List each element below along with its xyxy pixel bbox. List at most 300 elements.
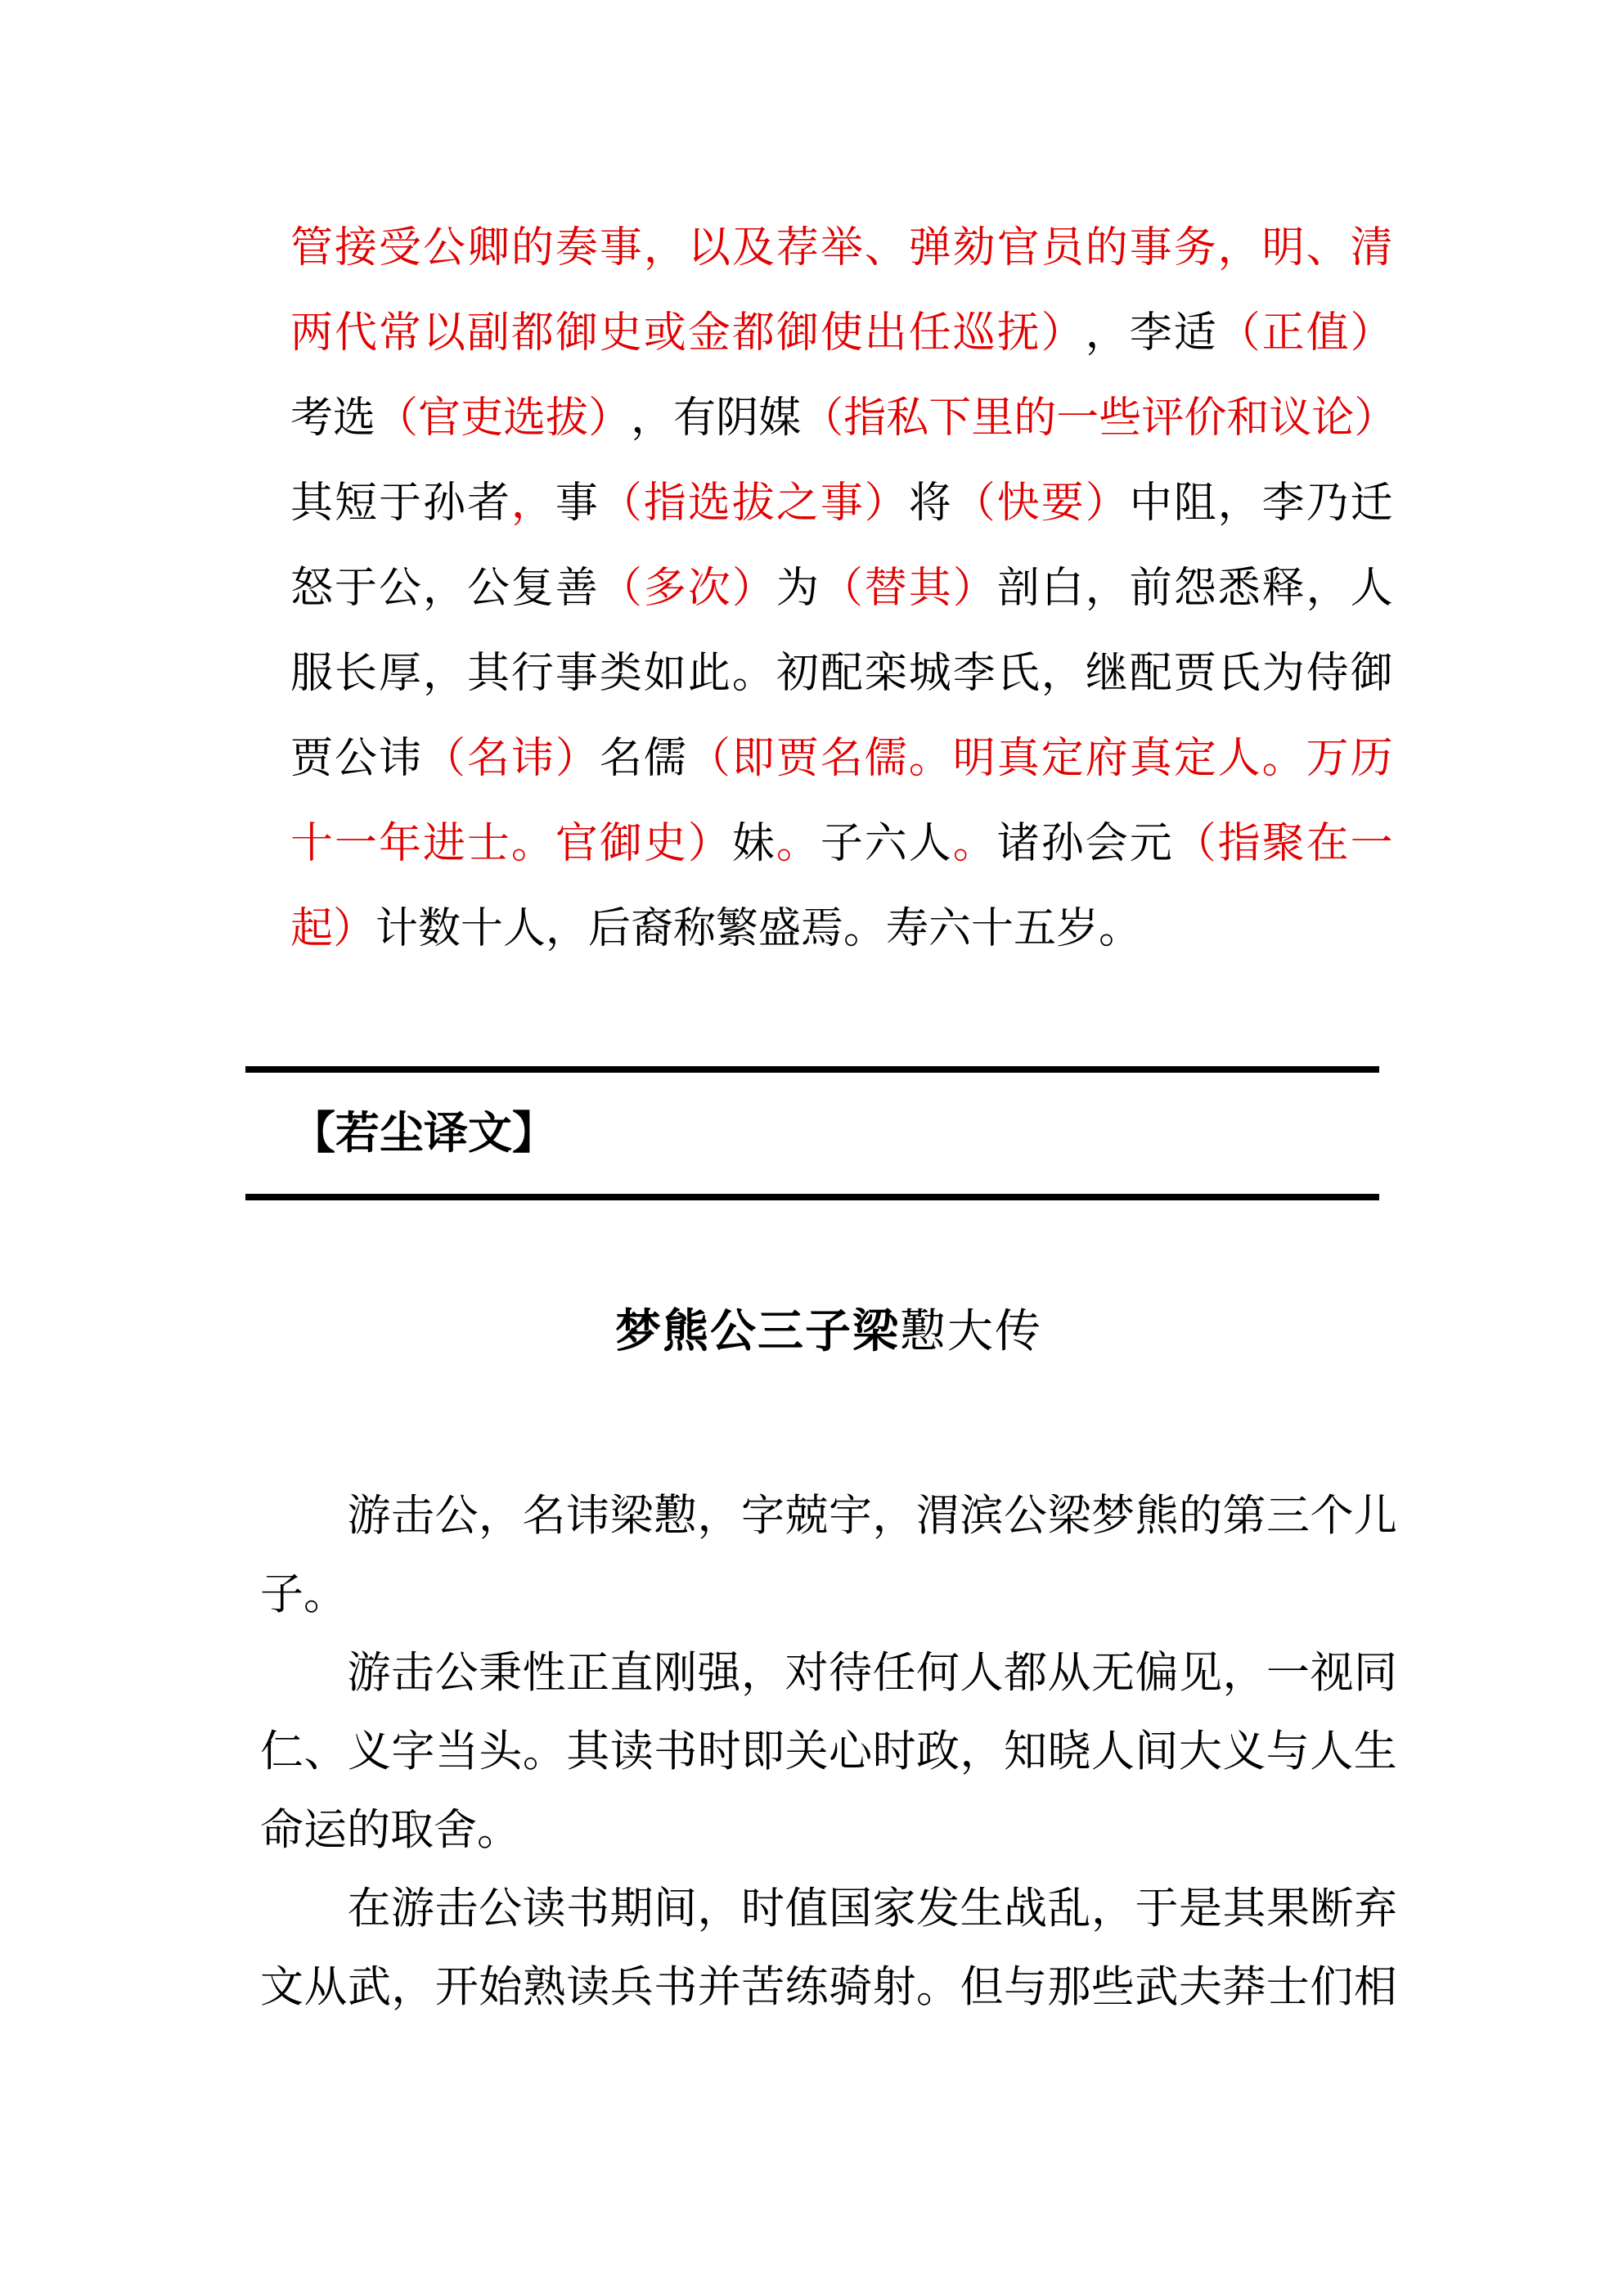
main-text: 强 bbox=[697, 1650, 741, 1697]
annotation-text: 正 bbox=[1261, 310, 1305, 357]
main-text: ， bbox=[1091, 1885, 1135, 1933]
main-text: 性 bbox=[522, 1650, 566, 1697]
annotation-text: 里 bbox=[971, 395, 1014, 442]
annotation-text: ， bbox=[1217, 225, 1261, 272]
annotation-text: ） bbox=[1085, 480, 1128, 527]
main-text: 时 bbox=[697, 1728, 741, 1776]
text-line bbox=[260, 1870, 1397, 1948]
main-text: 读 bbox=[522, 1885, 566, 1933]
annotation-text: 。 bbox=[776, 821, 819, 867]
annotation-text: 一 bbox=[1350, 821, 1393, 867]
main-text: 字 bbox=[741, 1492, 785, 1540]
annotation-text: 。 bbox=[908, 736, 951, 782]
main-text: 始 bbox=[479, 1964, 523, 2011]
main-text: 如 bbox=[643, 651, 686, 697]
annotation-text: 吏 bbox=[461, 395, 504, 442]
annotation-text: 人 bbox=[1217, 736, 1261, 782]
annotation-text: 金 bbox=[687, 310, 731, 357]
main-text: 讳 bbox=[566, 1492, 609, 1540]
main-text: 李 bbox=[1129, 310, 1172, 357]
annotation-text: 在 bbox=[1306, 821, 1349, 867]
annotation-text: 儒 bbox=[864, 736, 907, 782]
text-line bbox=[290, 717, 1393, 802]
main-text: 为 bbox=[776, 565, 819, 612]
main-text: 生 bbox=[960, 1885, 1004, 1933]
text-line bbox=[290, 206, 1393, 291]
main-text: 妹 bbox=[731, 821, 775, 867]
main-text: 其 bbox=[290, 480, 334, 527]
main-text: 六 bbox=[864, 821, 907, 867]
main-text: 公 bbox=[434, 1650, 479, 1697]
main-text: ， bbox=[422, 651, 465, 697]
annotation-text: ） bbox=[731, 565, 775, 612]
annotation-text: 明 bbox=[952, 736, 996, 782]
main-text: 阻 bbox=[1173, 480, 1216, 527]
main-text: 阴 bbox=[716, 395, 759, 442]
main-text: ， bbox=[1041, 651, 1084, 697]
main-text: 此 bbox=[687, 651, 731, 697]
first-line-indent bbox=[260, 1908, 347, 1910]
annotation-text: 以 bbox=[422, 310, 465, 357]
annotation-text: 以 bbox=[687, 225, 731, 272]
main-text: 值 bbox=[785, 1885, 829, 1933]
main-text: 于 bbox=[334, 565, 377, 612]
annotation-text: 值 bbox=[1306, 310, 1349, 357]
main-text: 心 bbox=[829, 1728, 873, 1776]
annotation-text: 十 bbox=[290, 821, 334, 867]
annotation-text: 卿 bbox=[466, 225, 510, 272]
main-text: 会 bbox=[1085, 821, 1128, 867]
main-text: 栾 bbox=[864, 651, 907, 697]
annotation-text: 名 bbox=[466, 736, 510, 782]
main-text: 公 bbox=[1004, 1492, 1047, 1540]
annotation-text: （ bbox=[1173, 821, 1216, 867]
main-text: 善 bbox=[555, 565, 598, 612]
text-line bbox=[260, 1948, 1397, 2027]
main-text: 子 bbox=[820, 821, 863, 867]
main-text: 从 bbox=[303, 1964, 348, 2011]
main-text: 公 bbox=[334, 736, 377, 782]
main-text: 义 bbox=[1222, 1728, 1266, 1776]
main-text: 配 bbox=[820, 651, 863, 697]
main-text: 同 bbox=[1354, 1650, 1397, 1697]
annotation-text: ， bbox=[510, 480, 554, 527]
main-text: 诸 bbox=[996, 821, 1040, 867]
main-text: 游 bbox=[391, 1885, 434, 1933]
main-text: 读 bbox=[566, 1964, 610, 2011]
annotation-text: 、 bbox=[1306, 225, 1349, 272]
main-text: 释 bbox=[1261, 565, 1305, 612]
main-text: 政 bbox=[916, 1728, 960, 1776]
main-text: 正 bbox=[566, 1650, 609, 1697]
main-text: 骑 bbox=[829, 1964, 873, 2011]
text-line bbox=[260, 1290, 1397, 1375]
main-text: 练 bbox=[785, 1964, 829, 2011]
main-text: 读 bbox=[609, 1728, 654, 1776]
main-text: ， bbox=[960, 1728, 1004, 1776]
main-text: 宇 bbox=[829, 1492, 872, 1540]
annotation-text: 弹 bbox=[908, 225, 951, 272]
annotation-text: 论 bbox=[1311, 395, 1355, 442]
main-text: 大 bbox=[1178, 1728, 1222, 1776]
annotation-text: 讳 bbox=[510, 736, 554, 782]
main-text: 莽 bbox=[1222, 1964, 1266, 2011]
annotation-text: ） bbox=[864, 480, 907, 527]
annotation-text: 评 bbox=[1141, 395, 1185, 442]
annotation-text: 出 bbox=[864, 310, 907, 357]
main-text: 的 bbox=[1179, 1492, 1222, 1540]
main-text: 氏 bbox=[996, 651, 1040, 697]
main-text: 生 bbox=[1353, 1728, 1397, 1776]
text-line bbox=[290, 461, 1393, 547]
main-text: 是 bbox=[1179, 1885, 1222, 1933]
main-text: 发 bbox=[916, 1885, 960, 1933]
main-text: 其 bbox=[466, 651, 510, 697]
main-text: ， bbox=[697, 1492, 741, 1540]
main-text: 当 bbox=[434, 1728, 479, 1776]
annotation-text: ） bbox=[588, 395, 632, 442]
annotation-text: 的 bbox=[1014, 395, 1057, 442]
text-line bbox=[260, 1477, 1397, 1555]
main-text: 梦 bbox=[1091, 1492, 1135, 1540]
main-text: 孙 bbox=[422, 480, 465, 527]
annotation-text: 快 bbox=[996, 480, 1040, 527]
annotation-text: 些 bbox=[1099, 395, 1142, 442]
annotation-text: 定 bbox=[1041, 736, 1084, 782]
main-text: 人 bbox=[1090, 1728, 1135, 1776]
main-text: 视 bbox=[1310, 1650, 1354, 1697]
main-text: 。 bbox=[916, 1964, 960, 2011]
main-text: 元 bbox=[1129, 821, 1172, 867]
main-text: 短 bbox=[334, 480, 377, 527]
main-text: 人 bbox=[1350, 565, 1393, 612]
main-text: 公 bbox=[479, 1885, 522, 1933]
main-text: 义 bbox=[347, 1728, 391, 1776]
annotation-text: 劾 bbox=[952, 225, 996, 272]
main-text: 苦 bbox=[741, 1964, 785, 2011]
annotation-text: 。 bbox=[510, 821, 554, 867]
main-text: 行 bbox=[510, 651, 554, 697]
divider-line-bottom bbox=[245, 1194, 1379, 1200]
main-text: 武 bbox=[347, 1964, 391, 2011]
main-text: 渭 bbox=[916, 1492, 960, 1540]
main-text: 见 bbox=[1179, 1650, 1222, 1697]
main-text: 计数十人，后裔称繁盛焉。寿六十五岁。 bbox=[375, 906, 1142, 952]
annotation-text: 选 bbox=[503, 395, 546, 442]
divider-line-top bbox=[245, 1066, 1379, 1073]
main-text: 书 bbox=[566, 1885, 609, 1933]
main-text: 于 bbox=[378, 480, 421, 527]
annotation-text: 私 bbox=[886, 395, 929, 442]
main-text: 兢 bbox=[785, 1492, 829, 1540]
main-text: 夫 bbox=[1178, 1964, 1222, 2011]
annotation-text: 选 bbox=[687, 480, 731, 527]
main-text: 士 bbox=[1266, 1964, 1310, 2011]
main-text: 前 bbox=[1129, 565, 1172, 612]
annotation-text: 御 bbox=[555, 310, 598, 357]
main-text: 并 bbox=[697, 1964, 741, 2011]
main-text: 儿 bbox=[1354, 1492, 1397, 1540]
main-text: 怨 bbox=[1173, 565, 1216, 612]
main-text: 孙 bbox=[1041, 821, 1084, 867]
annotation-text: 。 bbox=[952, 821, 996, 867]
main-text: 。 bbox=[522, 1728, 566, 1776]
main-text: 媒 bbox=[758, 395, 802, 442]
main-text: ， bbox=[1306, 565, 1349, 612]
main-text: 三 bbox=[1266, 1492, 1310, 1540]
main-text: 事 bbox=[555, 651, 598, 697]
annotation-text: 任 bbox=[908, 310, 951, 357]
annotation-text: 、 bbox=[864, 225, 907, 272]
annotation-text: 公 bbox=[422, 225, 465, 272]
annotation-text: （ bbox=[801, 395, 844, 442]
main-text: ， bbox=[631, 395, 674, 442]
annotation-text: （ bbox=[952, 480, 996, 527]
main-text: 武 bbox=[1135, 1964, 1179, 2011]
main-text: 悉 bbox=[1217, 565, 1261, 612]
main-text: 白 bbox=[1041, 565, 1084, 612]
main-text: 知 bbox=[1003, 1728, 1047, 1776]
annotation-text: 清 bbox=[1350, 225, 1393, 272]
annotation-text: 指 bbox=[843, 395, 887, 442]
main-text: 讳 bbox=[378, 736, 421, 782]
main-text: 游 bbox=[347, 1650, 391, 1697]
main-text: 从 bbox=[1047, 1650, 1091, 1697]
main-text: 书 bbox=[654, 1728, 698, 1776]
main-text: 间 bbox=[654, 1885, 697, 1933]
annotation-text: 聚 bbox=[1261, 821, 1305, 867]
main-text: 那 bbox=[1047, 1964, 1091, 2011]
main-text: 人 bbox=[908, 821, 951, 867]
main-text: 战 bbox=[1004, 1885, 1047, 1933]
first-line-indent bbox=[260, 1672, 347, 1674]
annotation-text: 名 bbox=[820, 736, 863, 782]
main-text: 何 bbox=[916, 1650, 960, 1697]
main-text: 怒 bbox=[290, 565, 334, 612]
main-text: 御 bbox=[1350, 651, 1393, 697]
main-text: 梁 bbox=[609, 1492, 654, 1540]
main-text: 梦熊公三子梁 bbox=[615, 1307, 900, 1357]
main-text: ， bbox=[422, 565, 465, 612]
biography-title bbox=[260, 1290, 1397, 1375]
annotation-text: 御 bbox=[776, 310, 819, 357]
main-text: 游 bbox=[347, 1492, 391, 1540]
annotation-text: 起） bbox=[290, 906, 376, 952]
annotation-text: 真 bbox=[1129, 736, 1172, 782]
annotation-text: 其 bbox=[908, 565, 951, 612]
text-line bbox=[290, 887, 1393, 972]
annotation-text: 下 bbox=[928, 395, 972, 442]
main-text: 与 bbox=[1003, 1964, 1047, 2011]
annotation-text: 之 bbox=[776, 480, 819, 527]
annotation-text: 真 bbox=[996, 736, 1040, 782]
translation-body-section bbox=[260, 1477, 1397, 2027]
annotation-text: 或 bbox=[643, 310, 686, 357]
annotation-text: 使 bbox=[820, 310, 863, 357]
main-text: 断 bbox=[1310, 1885, 1354, 1933]
main-text: 乱 bbox=[1047, 1885, 1091, 1933]
annotation-text: 万 bbox=[1306, 736, 1349, 782]
main-text: 李 bbox=[952, 651, 996, 697]
annotation-text: ） bbox=[952, 565, 996, 612]
annotation-text: 举 bbox=[820, 225, 863, 272]
main-text: 于 bbox=[1135, 1885, 1179, 1933]
annotation-text: 年 bbox=[378, 821, 421, 867]
main-text: 剖 bbox=[996, 565, 1040, 612]
main-text: 考 bbox=[290, 395, 334, 442]
main-text: 果 bbox=[1266, 1885, 1310, 1933]
annotation-text: 贾 bbox=[776, 736, 819, 782]
main-text: 继 bbox=[1085, 651, 1128, 697]
main-text: 即 bbox=[741, 1728, 785, 1776]
main-text: 乃 bbox=[1306, 480, 1349, 527]
main-text: 但 bbox=[960, 1964, 1004, 2011]
main-text: 人 bbox=[1310, 1728, 1354, 1776]
main-text: 命运的取舍。 bbox=[260, 1807, 520, 1854]
main-text: 服 bbox=[290, 651, 334, 697]
annotation-text: 即 bbox=[731, 736, 775, 782]
main-text: 复 bbox=[510, 565, 554, 612]
main-text: 、 bbox=[303, 1728, 348, 1776]
main-text: 头 bbox=[479, 1728, 523, 1776]
main-text: 仁 bbox=[260, 1728, 303, 1776]
annotation-text: 史 bbox=[643, 821, 686, 867]
main-text: 贾 bbox=[1173, 651, 1216, 697]
main-text: 晓 bbox=[1047, 1728, 1091, 1776]
main-text: 选 bbox=[333, 395, 376, 442]
text-line bbox=[290, 547, 1393, 632]
main-text: 名 bbox=[522, 1492, 566, 1540]
main-text: 初 bbox=[776, 651, 819, 697]
annotation-text: 员 bbox=[1041, 225, 1084, 272]
annotation-text: 代 bbox=[334, 310, 377, 357]
text-line bbox=[260, 1555, 1397, 1634]
main-text: 与 bbox=[1266, 1728, 1310, 1776]
annotation-text: （ bbox=[422, 736, 465, 782]
main-text: 熟 bbox=[522, 1964, 566, 2011]
main-text: 开 bbox=[434, 1964, 479, 2011]
annotation-text: ） bbox=[1350, 310, 1393, 357]
annotation-text: 。 bbox=[1261, 736, 1305, 782]
annotation-text: 的 bbox=[1085, 225, 1128, 272]
annotation-text: （ bbox=[820, 565, 863, 612]
main-text: 偏 bbox=[1135, 1650, 1179, 1697]
main-text: 滨 bbox=[960, 1492, 1004, 1540]
main-text: 者 bbox=[466, 480, 510, 527]
main-text: 儒 bbox=[643, 736, 686, 782]
main-text: 在 bbox=[347, 1885, 391, 1933]
annotation-text: 指 bbox=[1217, 821, 1261, 867]
main-text: 李 bbox=[1261, 480, 1305, 527]
annotation-text: 事 bbox=[820, 480, 863, 527]
annotation-text: 次 bbox=[687, 565, 731, 612]
main-text: 无 bbox=[1091, 1650, 1135, 1697]
main-text: 间 bbox=[1135, 1728, 1179, 1776]
main-text: 击 bbox=[391, 1650, 434, 1697]
main-text: 击 bbox=[434, 1885, 479, 1933]
main-text: 待 bbox=[829, 1650, 872, 1697]
annotation-text: 官 bbox=[555, 821, 598, 867]
annotation-text: 事 bbox=[1129, 225, 1172, 272]
annotation-text: 管 bbox=[290, 225, 334, 272]
main-text: 配 bbox=[1129, 651, 1172, 697]
annotation-text: 御 bbox=[599, 821, 642, 867]
main-text: 氏 bbox=[1217, 651, 1261, 697]
annotation-text: 议 bbox=[1269, 395, 1312, 442]
main-text: 城 bbox=[908, 651, 951, 697]
main-text: ， bbox=[1085, 310, 1128, 357]
main-text: 时 bbox=[741, 1885, 785, 1933]
annotation-text: 士 bbox=[466, 821, 510, 867]
annotation-text: 受 bbox=[378, 225, 421, 272]
annotation-text: 抚 bbox=[996, 310, 1040, 357]
main-text: 直 bbox=[609, 1650, 654, 1697]
text-line bbox=[290, 291, 1393, 376]
main-text: 懃 bbox=[654, 1492, 697, 1540]
main-text: 国 bbox=[829, 1885, 872, 1933]
main-text: ， bbox=[391, 1964, 435, 2011]
text-line bbox=[290, 802, 1393, 887]
main-text: 们 bbox=[1310, 1964, 1354, 2011]
main-text: 子。 bbox=[260, 1571, 347, 1618]
annotation-text: 府 bbox=[1085, 736, 1128, 782]
main-text: 。 bbox=[731, 651, 775, 697]
main-text: 贾 bbox=[290, 736, 334, 782]
main-text: ， bbox=[1222, 1650, 1266, 1697]
main-text: 秉 bbox=[479, 1650, 522, 1697]
main-text: 些 bbox=[1090, 1964, 1135, 2011]
annotation-text: 奏 bbox=[555, 225, 598, 272]
annotation-text: 拔 bbox=[546, 395, 589, 442]
annotation-text: 历 bbox=[1350, 736, 1393, 782]
annotation-text: 进 bbox=[422, 821, 465, 867]
main-text: 其 bbox=[1222, 1885, 1266, 1933]
main-text: 一 bbox=[1266, 1650, 1310, 1697]
main-text: 中 bbox=[1129, 480, 1172, 527]
annotation-text: 都 bbox=[731, 310, 775, 357]
main-text: 关 bbox=[785, 1728, 829, 1776]
main-text: 适 bbox=[1173, 310, 1216, 357]
main-text: 厚 bbox=[378, 651, 421, 697]
annotation-text: 官 bbox=[996, 225, 1040, 272]
annotation-text: 一 bbox=[1056, 395, 1099, 442]
annotation-text: 两 bbox=[290, 310, 334, 357]
main-text: 任 bbox=[872, 1650, 916, 1697]
annotation-text: 要 bbox=[1041, 480, 1084, 527]
annotation-text: （ bbox=[599, 480, 642, 527]
annotation-text: 明 bbox=[1261, 225, 1305, 272]
main-text: 书 bbox=[654, 1964, 698, 2011]
annotation-text: 事 bbox=[599, 225, 642, 272]
main-text: 为 bbox=[1261, 651, 1305, 697]
annotation-text: （ bbox=[1217, 310, 1261, 357]
main-text: 将 bbox=[908, 480, 951, 527]
main-text: ， bbox=[479, 1492, 522, 1540]
main-text: 懃大传 bbox=[900, 1307, 1042, 1357]
annotation-text: ） bbox=[687, 821, 731, 867]
annotation-text: 指 bbox=[643, 480, 686, 527]
annotation-text: 多 bbox=[643, 565, 686, 612]
annotation-text: 及 bbox=[731, 225, 775, 272]
annotation-text: 史 bbox=[599, 310, 642, 357]
main-text: 侍 bbox=[1306, 651, 1349, 697]
text-line bbox=[260, 1634, 1397, 1713]
main-text: 时 bbox=[872, 1728, 916, 1776]
main-text: 相 bbox=[1353, 1964, 1397, 2011]
main-text: 公 bbox=[466, 565, 510, 612]
main-text: 对 bbox=[785, 1650, 829, 1697]
annotation-text: 拔 bbox=[731, 480, 775, 527]
